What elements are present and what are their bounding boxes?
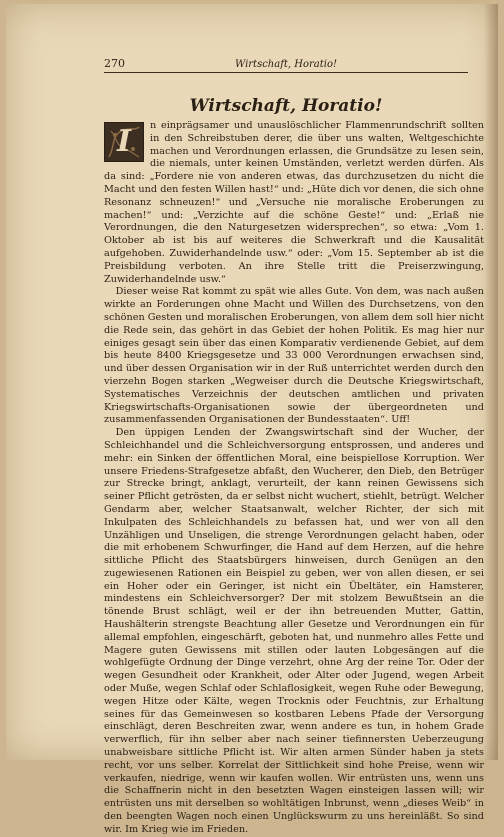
- paragraph: Den üppigen Lenden der Zwangswirtschaft sind der Wucher, der Schleichhandel und die Schleichversorgung entsprossen, und anderes und mehr: ein Sinken der öffentlichen Moral, eine beispiellose Korruption. Wer unsere Friedens-Strafgesetze abfaßt, den Wucherer, den Dieb, den Betrüger zur Strecke bringt, anklagt, verurteilt, der kann reinen Gewissens sich seiner Pflicht getrösten, da er selbst nicht wuchert, stiehlt, betrügt. Welcher Gendarm aber, welcher Staatsanwalt, welcher Richter, der sich mit Inkulpaten des Schleichhandels zu befassen hat, und wer von all den Unzähligen und Unseligen, die strenge Verordnungen gelacht haben, oder die mit erhobenem Schwurfinger, die Hand auf dem Herzen, auf die hehre sittliche Pflicht des Staatsbürgers hinweisen, durch Genügen an den zugewiesenen Rationen ein Beispiel zu geben, wer von allen diesen, er sei ein Hoher oder ein Geringer, ist nicht ein Übeltäter, ein Hamsterer, mindestens ein Schleichversorger? Der mit stolzem Bewußtsein an die tönende Brust schlägt, weil er der ihn betreuenden Mutter, Gattin, Haushälterin strengste Beachtung aller Gesetze und Verordnungen ein für allemal empfohlen, eingeschärft, geboten hat, und nunmehro alles Fette und Magere guten Gewissens mit stillen oder lauten Lobgesängen auf die wohlgefügte Ordnung der Dinge verzehrt, ohne Arg der reine Tor. Oder der wegen Gesundheit oder Krankheit, oder Alter oder Jugend, wegen Arbeit oder Muße, wegen Schlaf oder Schlaflosigkeit, wegen Ruhe oder Bewegung, wegen Hitze oder Kälte, wegen Trocknis oder Feuchtnis, zur Erhaltung seines für das Gemeinwesen so kostbaren Lebens Pfade der Versorgung einschlägt, deren Beschreiten zwar, wenn andere es tun, in hohem Grade verwerflich, für ihn selber aber nach seiner tiefinnersten Ueberzeugung unabweisbare sittliche Pflicht ist. Wir alten armen Sünder haben ja stets recht, vor uns selber. Korrelat der Sittlichkeit sind hohe Preise, wenn wir verkaufen, niedrige, wenn wir kaufen wollen. Wir entrüsten uns, wenn uns die Schaffnerin nicht in den besetzten Wagen einsteigen lassen will; wir entrüsten uns mit derselben so wohltätigen Inbrunst, wenn „dieses Weib“ in den beengten Wagen noch einen Unglückswurm zu uns hereinläßt. So sind wir. Im Krieg wie im Frieden.: [104, 427, 484, 835]
- paragraph: [104, 120, 484, 286]
- drop-cap-letter: I: [116, 124, 132, 159]
- article-body: [104, 120, 484, 835]
- page-number: 270: [104, 57, 125, 70]
- article-title: Wirtschaft, Horatio!: [189, 96, 383, 116]
- paragraph-text: n einprägsamer und unauslöschlicher Flammenrundschrift sollten in den Schreibstuben derer, die über uns walten, Weltgeschichte machen und Verordnungen erlassen, die Grundsätze zu lesen sein, die niemals, unter keinen Umständen, verletzt werden dürfen. Als da sind: „Fordere nie von anderen etwas, das durchzusetzen du nicht die Macht und den festen Willen hast!“ und: „Hüte dich vor denen, die sich ohne Resonanz schneuzen!“ und „Versuche nie moralische Eroberungen zu machen!“ und: „Verzichte auf die schöne Geste!“ und: „Erlaß nie Verordnungen, die den Naturgesetzen widersprechen“, so etwa: „Vom 1. Oktober ab ist bis auf weiteres die Schwerkraft und die Kausalität aufgehoben. Zuwiderhandelnde usw.“ oder: „Vom 15. September ab ist die Preisbildung verboten. An ihre Stelle tritt die Preiserzwingung, Zuwiderhandelnde usw.“: [104, 120, 484, 285]
- running-head: [104, 56, 468, 73]
- ornamental-initial: [104, 122, 144, 162]
- running-title: Wirtschaft, Horatio!: [234, 59, 338, 70]
- paragraph: Dieser weise Rat kommt zu spät wie alles Gute. Von dem, was nach außen wirkte an Forderungen ohne Macht und Willen des Durchsetzens, von den schönen Gesten und moralischen Eroberungen, von allem dem soll hier nicht die Rede sein, das gehört in das Gebiet der hohen Politik. Es mag hier nur einiges gesagt sein über das einen Komparativ verdienende Gebiet, auf dem bis heute 8400 Kriegsgesetze und 33 000 Verordnungen erwachsen sind, und über dessen Organisation wir in der Ruß unterrichtet werden durch den vierzehn Bogen starken „Wegweiser durch die Deutsche Kriegswirtschaft, Systematisches Verzeichnis der deutschen amtlichen und privaten Kriegswirtschafts-Organisationen sowie der übergeordneten und zusammenfassenden Organisationen der Bundesstaaten“. Uff!: [104, 286, 484, 426]
